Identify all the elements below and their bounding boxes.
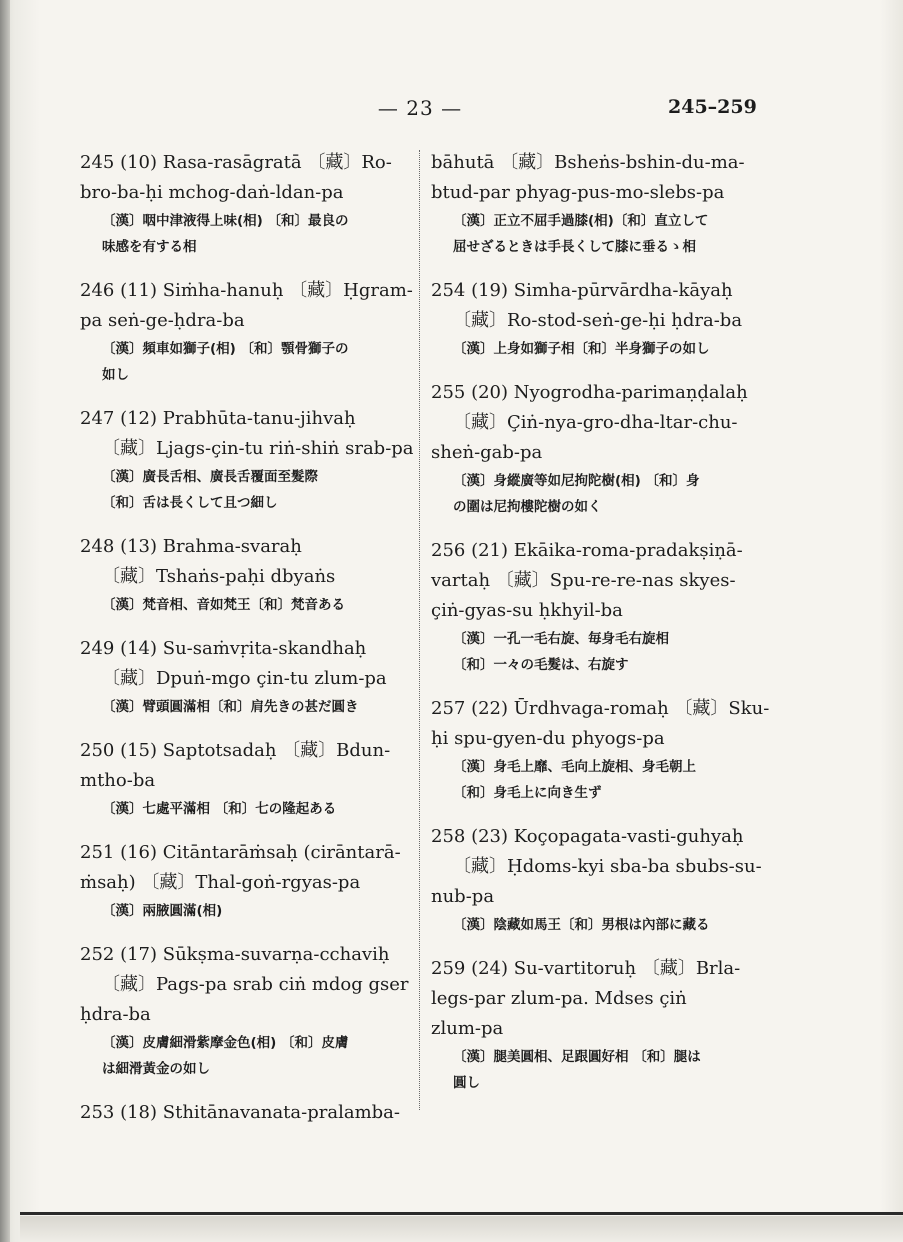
entry-line: 246 (11) Siṁha-hanuḥ 〔藏〕Ḥgram- (80, 280, 413, 301)
entry-line: pa seṅ-ge-ḥdra-ba (80, 310, 245, 331)
page-bottom-rule (20, 1212, 903, 1215)
entry-line: 245 (10) Rasa-rasāgratā 〔藏〕Ro- (80, 152, 392, 173)
entry-line: 〔藏〕Çiṅ-nya-gro-dha-ltar-chu- (453, 412, 738, 433)
left-column (80, 148, 420, 1144)
dictionary-entry (80, 276, 420, 388)
dictionary-entry (431, 822, 761, 938)
dictionary-entry (431, 378, 761, 520)
dictionary-entry (80, 634, 420, 720)
entry-line: mtho-ba (80, 770, 156, 791)
entry-line: 254 (19) Simha-pūrvārdha-kāyaḥ (431, 280, 733, 301)
entry-translation-line: 〔漢〕七處平滿相 〔和〕七の隆起ある (102, 801, 337, 817)
entry-translation-line: 〔和〕一々の毛髮は、右旋す (453, 657, 629, 673)
dictionary-entry (431, 148, 761, 260)
entry-translation-line: 〔漢〕正立不屈手過膝(相)〔和〕直立して (453, 213, 709, 229)
entry-line: ḥdra-ba (80, 1004, 151, 1025)
entry-line: 251 (16) Citāntarāṁsaḥ (cirāntarā- (80, 842, 401, 863)
dictionary-entry (80, 736, 420, 822)
entry-line: 252 (17) Sūkṣma-suvarṇa-cchaviḥ (80, 944, 390, 965)
entry-translation-line: 〔和〕身毛上に向き生ず (453, 785, 602, 801)
dictionary-entry (80, 148, 420, 260)
entry-line: 259 (24) Su-vartitoruḥ 〔藏〕Brla- (431, 958, 741, 979)
entry-line: nub-pa (431, 886, 495, 907)
entry-line: bro-ba-ḥi mchog-daṅ-ldan-pa (80, 182, 344, 203)
dictionary-entry (80, 532, 420, 618)
entry-translation-line: 屈せざるときは手長くして膝に垂るゝ相 (453, 239, 696, 255)
entry-translation-line: は細滑黃金の如し (102, 1061, 210, 1077)
entry-line: 253 (18) Sthitānavanata-pralamba- (80, 1102, 400, 1123)
entry-line: 〔藏〕Pags-pa srab ciṅ mdog gser (102, 974, 409, 995)
entry-translation-line: 〔漢〕梵音相、音如梵王〔和〕梵音ある (102, 597, 345, 613)
entry-line: 〔藏〕Dpuṅ-mgo çin-tu zlum-pa (102, 668, 387, 689)
entry-line: 256 (21) Ekāika-roma-pradakṣiṇā- (431, 540, 743, 561)
entry-line: 248 (13) Brahma-svaraḥ (80, 536, 302, 557)
entry-translation-line: 圓し (453, 1075, 480, 1091)
entry-translation-line: 〔漢〕頻車如獅子(相) 〔和〕顎骨獅子の (102, 341, 349, 357)
entry-translation-line: 如し (102, 367, 129, 383)
entry-line: 258 (23) Koçopagata-vasti-guhyaḥ (431, 826, 744, 847)
entry-translation-line: 〔漢〕皮膚細滑紫摩金色(相) 〔和〕皮膚 (102, 1035, 349, 1051)
dictionary-entry (80, 404, 420, 516)
entry-line: 〔藏〕Ḥdoms-kyi sba-ba sbubs-su- (453, 856, 762, 877)
entry-line: 250 (15) Saptotsadaḥ 〔藏〕Bdun- (80, 740, 391, 761)
entry-line: 257 (22) Ūrdhvaga-romaḥ 〔藏〕Sku- (431, 698, 770, 719)
entry-line: 〔藏〕Ro-stod-seṅ-ge-ḥi ḥdra-ba (453, 310, 743, 331)
entry-translation-line: 〔漢〕身毛上靡、毛向上旋相、身毛朝上 (453, 759, 696, 775)
entry-translation-line: 〔漢〕腿美圓相、足跟圓好相 〔和〕腿は (453, 1049, 701, 1065)
entry-line: 〔藏〕Ljags-çin-tu riṅ-shiṅ srab-pa (102, 438, 414, 459)
dictionary-entry (431, 694, 770, 806)
entry-line: 249 (14) Su-saṁvṛita-skandhaḥ (80, 638, 367, 659)
entry-translation-line: 〔漢〕陰藏如馬王〔和〕男根は內部に藏る (453, 917, 710, 933)
page-number: — 23 — (377, 96, 463, 120)
entry-translation-line: 〔漢〕上身如獅子相〔和〕半身獅子の如し (453, 341, 710, 357)
dictionary-entry (80, 940, 420, 1082)
entry-line: ḥi spu-gyen-du phyogs-pa (431, 728, 665, 749)
entry-translation-line: 〔和〕舌は長くして且つ細し (102, 495, 278, 511)
dictionary-entry (80, 838, 420, 924)
entry-translation-line: 〔漢〕廣長舌相、廣長舌覆面至髮際 (102, 469, 318, 485)
entry-line: bāhutā 〔藏〕Bsheṅs-bshin-du-ma- (431, 152, 745, 173)
dictionary-entry (431, 536, 761, 678)
entry-line: 255 (20) Nyogrodha-parimaṇḍalaḥ (431, 382, 748, 403)
page-bottom-edge (20, 1216, 903, 1242)
dictionary-entry (431, 954, 761, 1096)
entry-translation-line: 〔漢〕兩腋圓滿(相) (102, 903, 223, 919)
entry-line: 〔藏〕Tshaṅs-paḥi dbyaṅs (102, 566, 336, 587)
entry-translation-line: 〔漢〕一孔一毛右旋、毎身毛右旋相 (453, 631, 669, 647)
entry-line: legs-par zlum-pa. Mdses çiṅ (431, 988, 687, 1009)
entry-translation-line: 味感を有する相 (102, 239, 197, 255)
entry-range: 245–259 (668, 96, 757, 118)
entry-line: zlum-pa (431, 1018, 504, 1039)
entry-line: vartaḥ 〔藏〕Spu-re-re-nas skyes- (431, 570, 736, 591)
entry-line: sheṅ-gab-pa (431, 442, 543, 463)
entry-line: 247 (12) Prabhūta-tanu-jihvaḥ (80, 408, 356, 429)
page-binding-edge (0, 0, 10, 1242)
entry-translation-line: 〔漢〕咽中津液得上味(相) 〔和〕最良の (102, 213, 349, 229)
entry-translation-line: 〔漢〕身縱廣等如尼拘陀樹(相) 〔和〕身 (453, 473, 700, 489)
dictionary-entry (431, 276, 761, 362)
entry-translation-line: 〔漢〕臂頭圓滿相〔和〕肩先きの甚だ圓き (102, 699, 359, 715)
entry-line: ṁsaḥ) 〔藏〕Thal-goṅ-rgyas-pa (80, 872, 361, 893)
entry-line: btud-par phyag-pus-mo-slebs-pa (431, 182, 725, 203)
entry-translation-line: の圍は尼拘樓陀樹の如く (453, 499, 602, 515)
entry-line: çiṅ-gyas-su ḥkhyil-ba (431, 600, 623, 621)
dictionary-entry (80, 1098, 420, 1128)
right-column (431, 148, 770, 1112)
